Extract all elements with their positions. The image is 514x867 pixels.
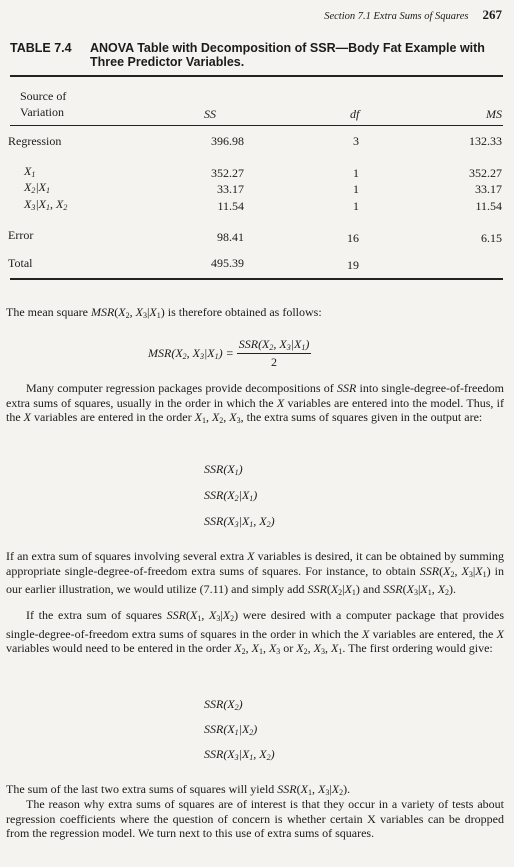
equation-denominator: 2 <box>271 355 278 369</box>
row-ms: 132.33 <box>469 134 502 148</box>
anova-table-body <box>0 0 514 290</box>
row-ss: 33.17 <box>217 182 244 196</box>
row-df: 1 <box>353 166 359 180</box>
list1-item-3: $SSR(X_3|X_1$, $X_2$) <box>204 514 275 529</box>
equation-msr: $MSR(X_2$, $X_3|X_1$) = $\frac{SSR(X_2, X_3|X_1)}{2}$ <box>148 337 310 369</box>
row-ss: 352.27 <box>211 166 244 180</box>
row-source: Error <box>8 228 34 242</box>
row-df: 1 <box>353 199 359 213</box>
table-title: ANOVA Table with Decomposition of SSR—Body Fat Example with Three Predictor Variables. <box>90 41 485 69</box>
row-source: Total <box>8 256 33 270</box>
row-ss: 11.54 <box>217 199 244 213</box>
row-ss: 396.98 <box>211 134 244 148</box>
paragraph-extra-sum: If an extra sum of squares involving several extra X variables is desired, it can be obtained by summing appropriate single-degree-of-freedom extra sums of squares. For instance, to obtain $SSR(X_2$, $X_3|X_1$) in our earlier illustration, we would utilize (7.11) and simply add $SSR(X_2|X_1)$ and $SSR(X_3|X_1$, $X_2$). <box>6 549 504 598</box>
row-df: 19 <box>347 258 359 272</box>
row-df: 16 <box>347 231 359 245</box>
row-source: Regression <box>8 134 62 148</box>
row-source-x3-given-x1x2: $X_3|X_1$, $X_2$ <box>24 197 68 212</box>
paragraph-reason: The reason why extra sums of squares are of interest is that they occur in a variety of tests about regression coefficients where the question of concern is whether certain X variables can be dropped from the regression model. We turn next to this use of extra sums of squares. <box>6 797 504 841</box>
row-ss: 495.39 <box>211 256 244 270</box>
list2-item-1: $SSR(X_2)$ <box>204 697 243 712</box>
row-ss: 98.41 <box>217 230 244 244</box>
paragraph-decompositions: Many computer regression packages provide decompositions of SSR into single-degree-of-freedom extra sums of squares, usually in the order in which the X variables are entered into the model. Thus, if the X variables are entered in the order $X_1$, $X_2$, $X_3$, the extra sums of squares given in the output are: <box>6 381 504 426</box>
row-source-x1: $X_1$ <box>24 164 36 179</box>
section-title: Section 7.1 Extra Sums of Squares <box>324 11 469 22</box>
table-label: TABLE 7.4 <box>10 41 72 55</box>
col-header-source-2: Variation <box>20 105 64 119</box>
col-header-ss: SS <box>204 107 216 121</box>
row-ms: 33.17 <box>475 182 502 196</box>
row-ms: 352.27 <box>469 166 502 180</box>
col-header-df: df <box>350 107 360 121</box>
table-bottom-rule <box>10 278 503 280</box>
list1-item-2: $SSR(X_2|X_1)$ <box>204 488 258 503</box>
list1-item-1: $SSR(X_1)$ <box>204 462 243 477</box>
list2-item-2: $SSR(X_1|X_2)$ <box>204 722 258 737</box>
row-source-x2-given-x1: $X_2|X_1$ <box>24 180 50 195</box>
row-ms: 11.54 <box>475 199 502 213</box>
paragraph-computer-package: If the extra sum of squares $SSR(X_1$, $X_3|X_2$) were desired with a computer package that provides single-degree-of-freedom extra sums of squares in the order in which the X variables are entered, the X variables would need to be entered in the order $X_2$, $X_1$, $X_3$ or $X_2$, $X_3$, $X_1$. The first ordering would give: <box>6 608 504 657</box>
row-df: 3 <box>353 134 359 148</box>
col-header-ms: MS <box>486 107 502 121</box>
col-header-source-1: Source of <box>20 89 67 103</box>
page-number: 267 <box>482 7 502 22</box>
row-ms: 6.15 <box>481 231 502 245</box>
paragraph-sum-last-two: The sum of the last two extra sums of squares will yield $SSR(X_1$, $X_3|X_2$). <box>6 782 351 797</box>
paragraph-mean-square: The mean square $MSR(X_2$, $X_3|X_1$) is therefore obtained as follows: <box>6 305 322 320</box>
equation-fraction: $\frac{SSR(X_2, X_3|X_1)}{2}$ <box>238 337 310 369</box>
list2-item-3: $SSR(X_3|X_1$, $X_2$) <box>204 747 275 762</box>
row-df: 1 <box>353 182 359 196</box>
